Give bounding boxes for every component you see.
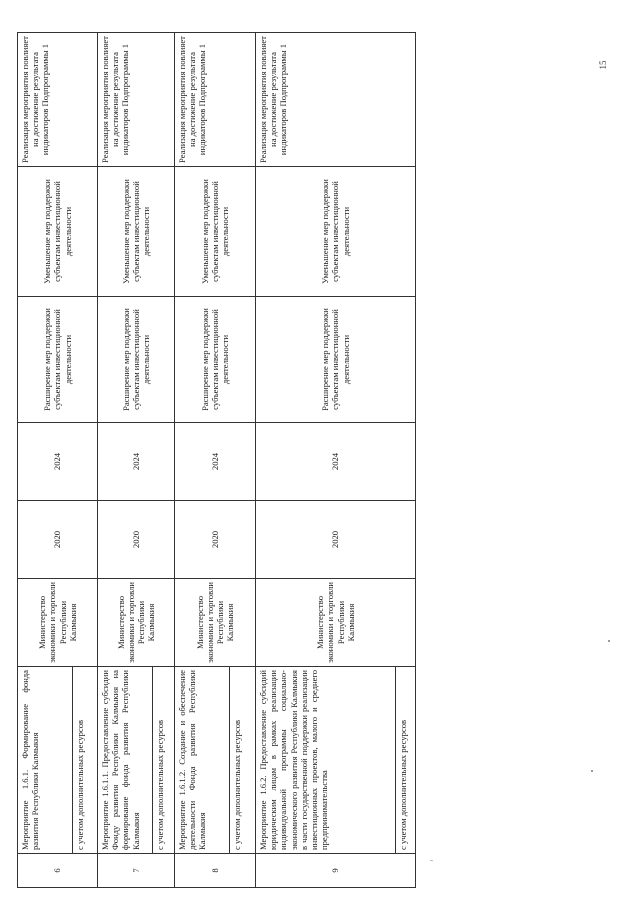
row-number: 7 xyxy=(98,854,175,888)
scan-speck xyxy=(430,860,433,861)
row-number: 8 xyxy=(175,854,256,888)
consequence-cell: Уменьшение мер поддержки субъектам инвестиционной деятельности xyxy=(256,167,416,297)
expected-result-cell: Расширение мер поддержки субъектам инвестиционной деятельности xyxy=(175,297,256,423)
responsible-cell: Министерство экономики и торговли Республики Калмыкия xyxy=(175,579,256,667)
program-activities-table xyxy=(17,32,416,888)
responsible-cell: Министерство экономики и торговли Республики Калмыкия xyxy=(18,579,98,667)
responsible-cell: Министерство экономики и торговли Республики Калмыкия xyxy=(256,579,416,667)
expected-result-cell: Расширение мер поддержки субъектам инвестиционной деятельности xyxy=(256,297,416,423)
row-number: 6 xyxy=(18,854,98,888)
activity-cell: Мероприятие 1.6.1.1. Предоставление субсидии Фонду развития Республики Калмыкия на формирование фонда развития Республики Калмыкия xyxy=(98,667,153,854)
start-year-cell: 2020 xyxy=(175,501,256,579)
start-year-cell: 2020 xyxy=(256,501,416,579)
end-year-cell: 2024 xyxy=(175,423,256,501)
responsible-cell: Министерство экономики и торговли Республики Калмыкия xyxy=(98,579,175,667)
activity-cell: Мероприятие 1.6.1.2. Создание и обеспечение деятельности Фонда развития Республики Калмыкия xyxy=(175,667,230,854)
expected-result-cell: Расширение мер поддержки субъектам инвестиционной деятельности xyxy=(98,297,175,423)
indicator-link-cell: Реализация мероприятия повлияет на достижение результата индикаторов Подпрограммы 1 xyxy=(18,33,98,167)
indicator-link-cell: Реализация мероприятия повлияет на достижение результата индикаторов Подпрограммы 1 xyxy=(175,33,256,167)
consequence-cell: Уменьшение мер поддержки субъектам инвестиционной деятельности xyxy=(98,167,175,297)
additional-resources-note: с учетом дополнительных ресурсов xyxy=(153,667,175,854)
additional-resources-note: с учетом дополнительных ресурсов xyxy=(396,667,416,854)
consequence-cell: Уменьшение мер поддержки субъектам инвестиционной деятельности xyxy=(175,167,256,297)
table-row xyxy=(175,33,230,888)
page-number: 15 xyxy=(598,60,608,70)
indicator-link-cell: Реализация мероприятия повлияет на достижение результата индикаторов Подпрограммы 1 xyxy=(256,33,416,167)
table-row xyxy=(98,33,153,888)
table-row xyxy=(18,33,73,888)
start-year-cell: 2020 xyxy=(98,501,175,579)
row-number: 9 xyxy=(256,854,416,888)
activity-cell: Мероприятие 1.6.2. Предоставление субсидий юридическим лицам в рамках реализации индивидуальной программы социально-экономического развития Республики Калмыкия в части государственной поддержки реализации инвестиционных проектов, малого и среднего предпринимательства xyxy=(256,667,396,854)
end-year-cell: 2024 xyxy=(98,423,175,501)
rotated-table-page xyxy=(17,33,408,888)
indicator-link-cell: Реализация мероприятия повлияет на достижение результата индикаторов Подпрограммы 1 xyxy=(98,33,175,167)
end-year-cell: 2024 xyxy=(18,423,98,501)
table-row xyxy=(256,33,396,888)
scan-speck xyxy=(608,640,610,642)
end-year-cell: 2024 xyxy=(256,423,416,501)
consequence-cell: Уменьшение мер поддержки субъектам инвестиционной деятельности xyxy=(18,167,98,297)
additional-resources-note: с учетом дополнительных ресурсов xyxy=(230,667,256,854)
scan-speck xyxy=(591,770,593,772)
expected-result-cell: Расширение мер поддержки субъектам инвестиционной деятельности xyxy=(18,297,98,423)
additional-resources-note: с учетом дополнительных ресурсов xyxy=(73,667,98,854)
activity-cell: Мероприятие 1.6.1. Формирование фонда развития Республики Калмыкия xyxy=(18,667,73,854)
start-year-cell: 2020 xyxy=(18,501,98,579)
